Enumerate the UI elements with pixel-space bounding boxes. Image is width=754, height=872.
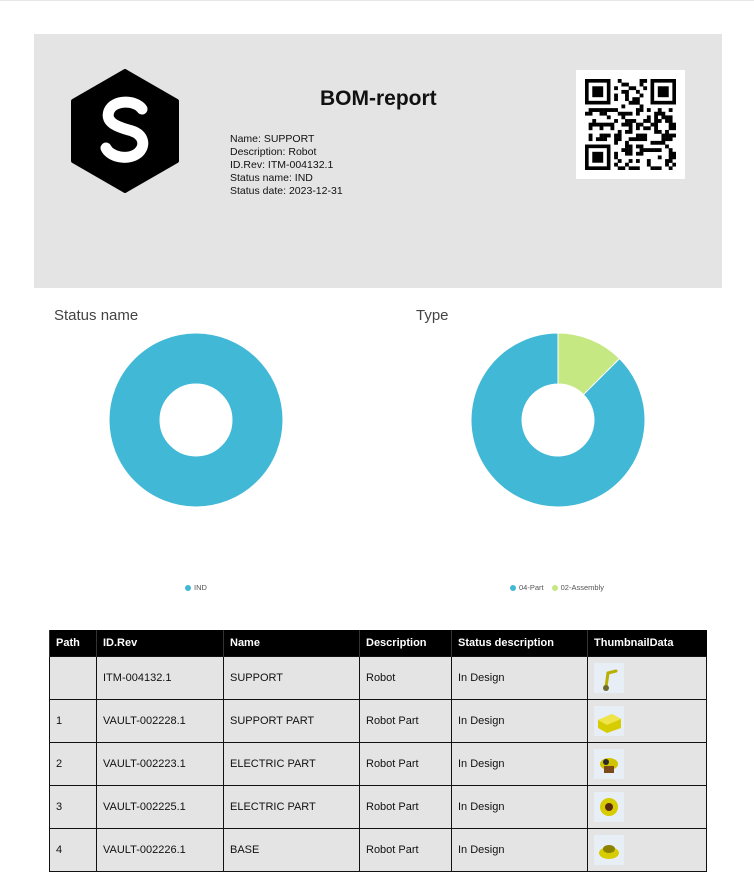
top-divider (0, 0, 754, 1)
cell-name: SUPPORT (224, 657, 360, 700)
cell-status: In Design (452, 743, 588, 786)
cell-status: In Design (452, 657, 588, 700)
legend-swatch (510, 585, 516, 591)
cell-thumbnail (588, 657, 707, 700)
gear-part-thumbnail-icon (594, 792, 624, 822)
cell-name: SUPPORT PART (224, 700, 360, 743)
s-hexagon-logo-icon (70, 69, 180, 193)
cell-description: Robot Part (360, 700, 452, 743)
cell-status: In Design (452, 829, 588, 872)
donut-slice-ind (109, 333, 283, 507)
legend-swatch (552, 585, 558, 591)
cell-thumbnail (588, 700, 707, 743)
col-path: Path (50, 630, 97, 657)
cell-path (50, 657, 97, 700)
meta-status-date: Status date: 2023-12-31 (230, 185, 343, 197)
table-header-row (50, 630, 707, 657)
chart-type-legend (510, 583, 604, 592)
cell-path: 2 (50, 743, 97, 786)
robot-arm-thumbnail-icon (594, 663, 624, 693)
type-donut-chart (468, 330, 648, 510)
cell-description: Robot (360, 657, 452, 700)
table-row (50, 829, 707, 872)
cell-thumbnail (588, 829, 707, 872)
report-header (34, 34, 722, 288)
status-donut-chart (106, 330, 286, 510)
legend-label: 04-Part (519, 583, 544, 592)
cell-idrev: VAULT-002226.1 (97, 829, 224, 872)
cell-status: In Design (452, 786, 588, 829)
table-row (50, 786, 707, 829)
legend-item (185, 583, 207, 592)
meta-description: Description: Robot (230, 146, 317, 158)
report-title: BOM-report (320, 87, 437, 110)
chart-status-legend (185, 583, 207, 592)
cell-path: 1 (50, 700, 97, 743)
motor-part-thumbnail-icon (594, 749, 624, 779)
col-idrev: ID.Rev (97, 630, 224, 657)
table-row (50, 700, 707, 743)
legend-item (510, 583, 544, 592)
chart-type-title: Type (416, 307, 449, 324)
col-status: Status description (452, 630, 588, 657)
table-row (50, 743, 707, 786)
report-meta (230, 133, 343, 198)
block-part-thumbnail-icon (594, 706, 624, 736)
cell-status: In Design (452, 700, 588, 743)
chart-status-title: Status name (54, 307, 139, 324)
meta-idrev: ID.Rev: ITM-004132.1 (230, 159, 334, 171)
cell-path: 4 (50, 829, 97, 872)
cell-name: ELECTRIC PART (224, 743, 360, 786)
cell-idrev: ITM-004132.1 (97, 657, 224, 700)
col-description: Description (360, 630, 452, 657)
cell-thumbnail (588, 786, 707, 829)
cell-description: Robot Part (360, 743, 452, 786)
cell-description: Robot Part (360, 829, 452, 872)
col-thumbnail: ThumbnailData (588, 630, 707, 657)
cell-idrev: VAULT-002228.1 (97, 700, 224, 743)
legend-label: 02-Assembly (560, 583, 604, 592)
cell-path: 3 (50, 786, 97, 829)
col-name: Name (224, 630, 360, 657)
table-row (50, 657, 707, 700)
cell-idrev: VAULT-002223.1 (97, 743, 224, 786)
legend-swatch (185, 585, 191, 591)
meta-status-name: Status name: IND (230, 172, 313, 184)
bom-table (49, 630, 707, 872)
cell-idrev: VAULT-002225.1 (97, 786, 224, 829)
cell-thumbnail (588, 743, 707, 786)
cell-name: ELECTRIC PART (224, 786, 360, 829)
meta-name: Name: SUPPORT (230, 133, 315, 145)
cell-description: Robot Part (360, 786, 452, 829)
base-part-thumbnail-icon (594, 835, 624, 865)
legend-item (552, 583, 604, 592)
cell-name: BASE (224, 829, 360, 872)
legend-label: IND (194, 583, 207, 592)
qr-code-icon (576, 70, 685, 179)
